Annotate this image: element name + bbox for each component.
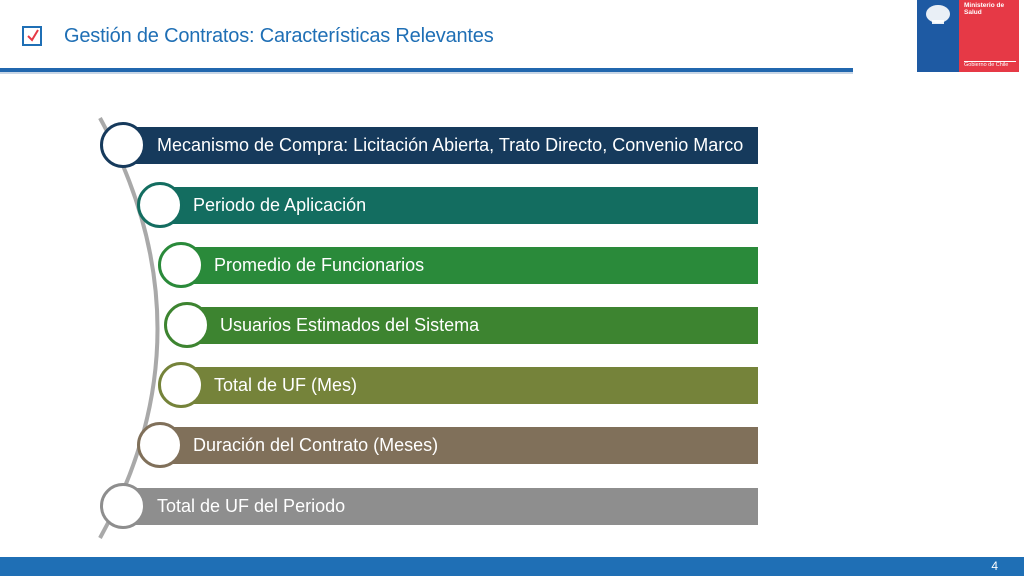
logo-government-text: Gobierno de Chile bbox=[964, 62, 1009, 68]
feature-label: Duración del Contrato (Meses) bbox=[193, 435, 439, 455]
feature-label: Promedio de Funcionarios bbox=[214, 255, 425, 275]
feature-bullet-circle bbox=[137, 422, 183, 468]
feature-bullet-circle bbox=[158, 362, 204, 408]
feature-label: Mecanismo de Compra: Licitación Abierta, Trato Directo, Convenio Marco bbox=[157, 135, 744, 155]
feature-label: Periodo de Aplicación bbox=[193, 195, 367, 215]
feature-bullet-circle bbox=[137, 182, 183, 228]
logo-ministry-line1: Ministerio de bbox=[964, 2, 1005, 9]
feature-bar bbox=[181, 367, 758, 404]
feature-bullet-circle bbox=[164, 302, 210, 348]
feature-label: Total de UF (Mes) bbox=[214, 375, 358, 395]
feature-bullet-circle bbox=[158, 242, 204, 288]
page-title: Gestión de Contratos: Características Relevantes bbox=[64, 25, 494, 47]
feature-bullet-circle bbox=[100, 122, 146, 168]
feature-bar bbox=[187, 307, 758, 344]
feature-label: Total de UF del Periodo bbox=[157, 496, 346, 516]
footer-bar bbox=[0, 557, 1024, 576]
feature-bullet-circle bbox=[100, 483, 146, 529]
feature-label: Usuarios Estimados del Sistema bbox=[220, 315, 480, 335]
feature-bar bbox=[124, 488, 758, 525]
feature-bar bbox=[181, 247, 758, 284]
feature-bar bbox=[160, 187, 758, 224]
logo-ministry-line2: Salud bbox=[964, 9, 982, 16]
feature-bar bbox=[160, 427, 758, 464]
page-number: 4 bbox=[991, 559, 998, 573]
feature-bar bbox=[124, 127, 758, 164]
